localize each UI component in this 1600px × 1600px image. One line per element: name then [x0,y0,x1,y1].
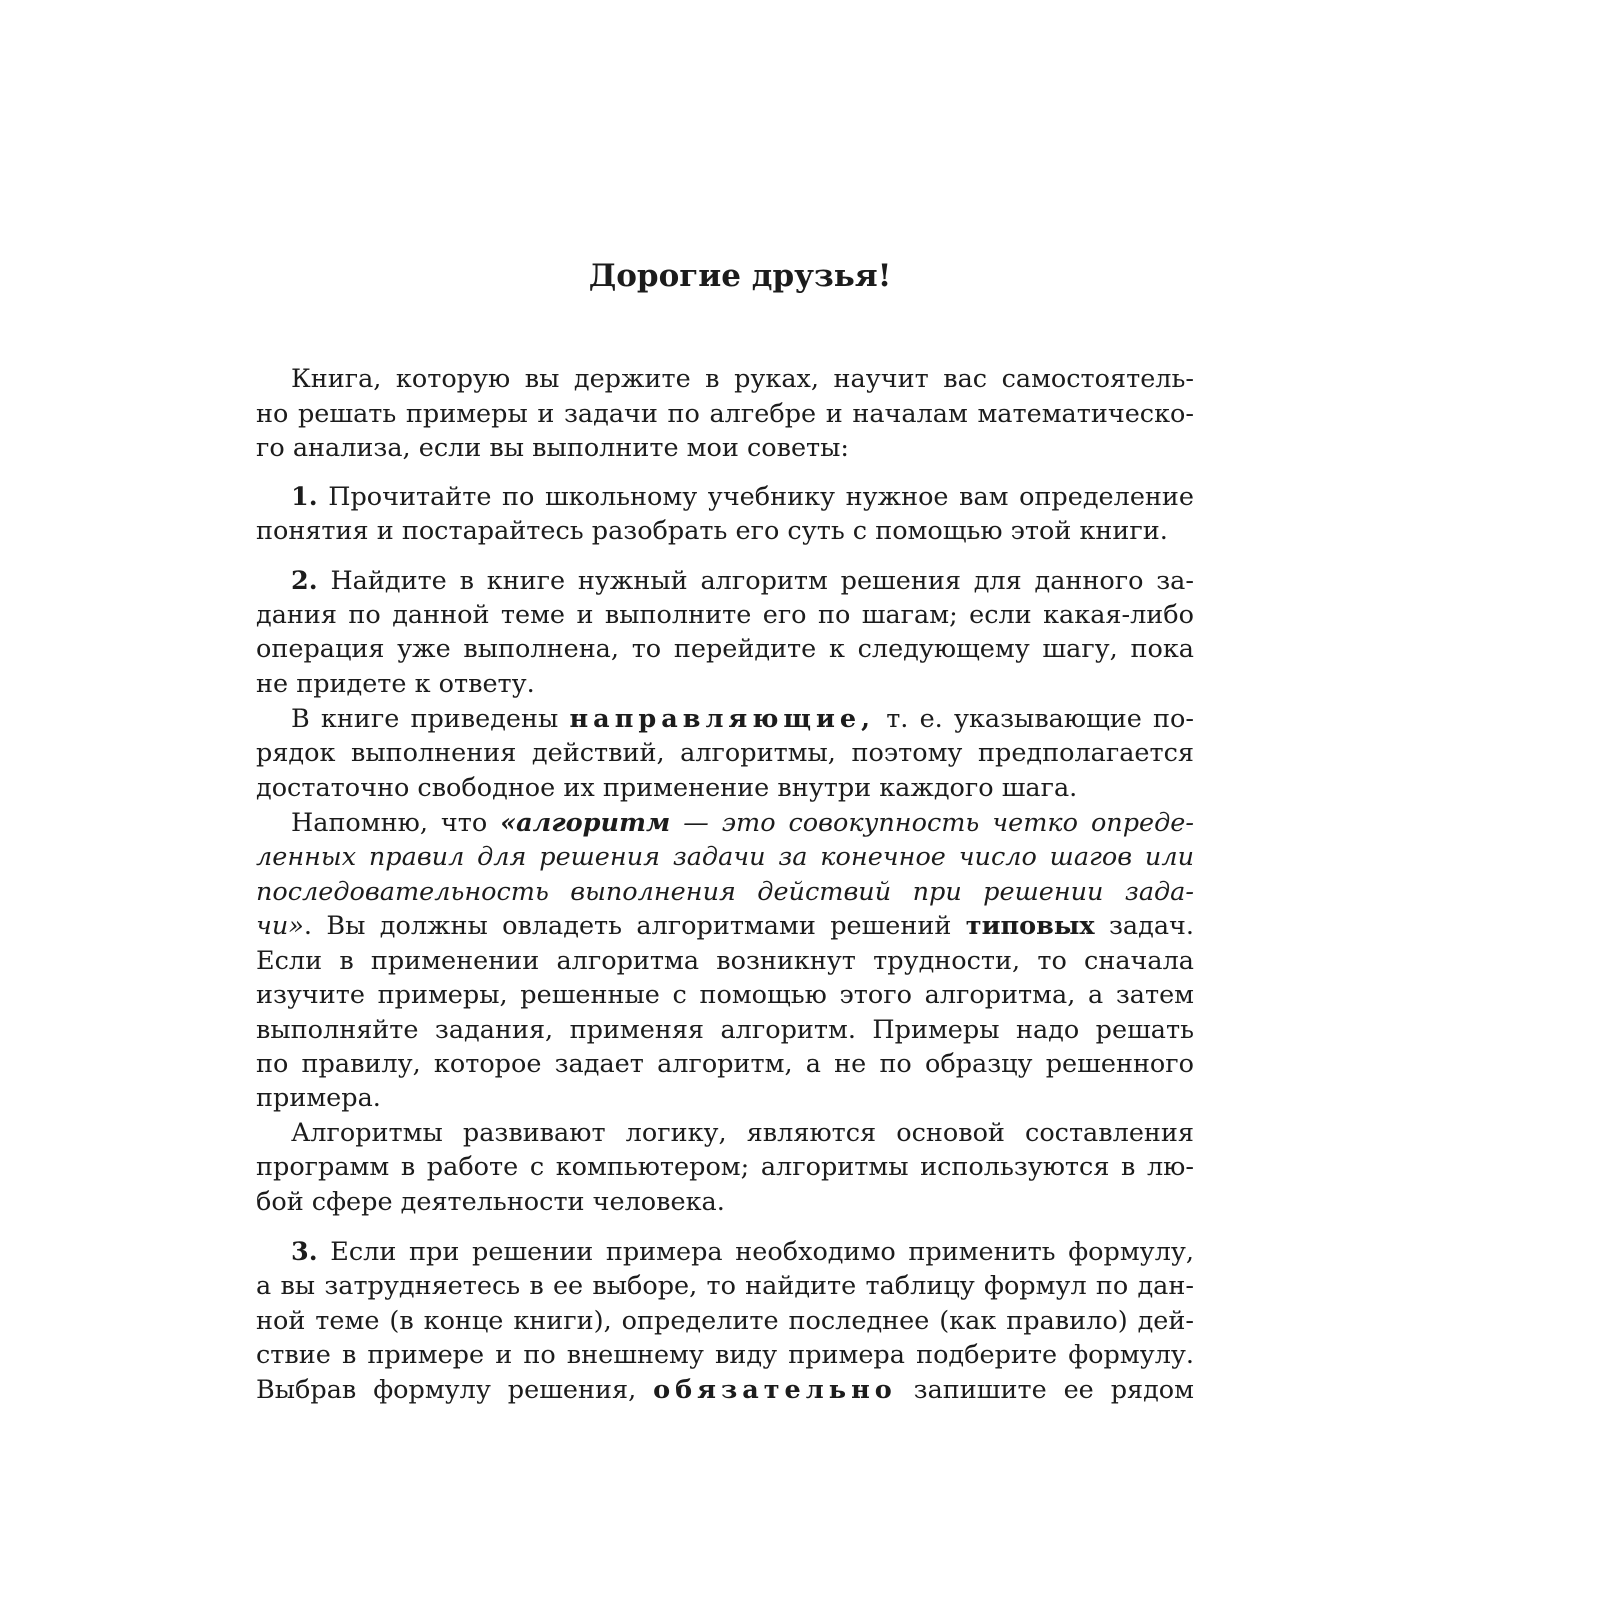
text-line: примера. [256,1083,381,1113]
definition-line [256,909,1194,943]
text-line: понятия и постарайтесь разобрать его суть с помощью этой книги. [256,516,1168,546]
guiding-line [291,702,1194,736]
text-span: . Вы должны овладеть алгоритмами решений [303,911,952,941]
text-line: Книга, которую вы держите в руках, научит вас самостоятель- [291,364,1194,394]
text-line: а вы затрудняетесь в ее выборе, то найдите таблицу формул по дан- [256,1271,1194,1301]
text-line: дания по данной теме и выполните его по шагам; если какая-либо [256,600,1194,630]
text-span: Напомню, что [291,808,488,838]
text-line: бой сфере деятельности человека. [256,1187,725,1217]
italic-line: ленных правил для решения задачи за конечное число шагов или [256,842,1194,872]
advice-number: 2. [291,566,318,596]
advice-3-line [256,1373,1194,1407]
bold-term: типовых [965,911,1095,941]
definition-line [291,806,1194,840]
italic-span: — это совокупность четко опреде- [683,808,1195,838]
text-line: рядок выполнения действий, алгоритмы, поэтому предполагается [256,738,1194,768]
text-span: т. е. указывающие по- [886,704,1195,734]
text-line: ной теме (в конце книги), определите последнее (как правило) дей- [256,1306,1194,1336]
text-span: Если при решении примера необходимо применить формулу, [330,1237,1194,1267]
text-span: запишите ее рядом [913,1375,1194,1405]
page-title: Дорогие друзья! [588,258,892,294]
text-line: но решать примеры и задачи по алгебре и началам математическо- [256,399,1194,429]
text-line: изучите примеры, решенные с помощью этого алгоритма, а затем [256,980,1194,1010]
text-span: Выбрав формулу решения, [256,1375,637,1405]
italic-line: последовательность выполнения действий при решении зада- [256,877,1194,907]
italic-span: чи» [256,911,304,941]
text-line: ствие в примере и по внешнему виду примера подберите формулу. [256,1340,1194,1370]
algorithm-term: «алгоритм [500,808,671,838]
advice-number: 1. [291,482,318,512]
spaced-emphasis: обязательно [653,1375,897,1405]
text-span: Найдите в книге нужный алгоритм решения для данного за- [330,566,1195,596]
advice-1-line [291,480,1194,514]
text-line: Если в применении алгоритма возникнут трудности, то сначала [256,946,1194,976]
text-span: В книге приведены [291,704,559,734]
advice-number: 3. [291,1237,318,1267]
text-line: по правилу, которое задает алгоритм, а не по образцу решенного [256,1049,1194,1079]
advice-2-line [291,564,1194,598]
text-line: не придете к ответу. [256,669,535,699]
spaced-emphasis: направляющие, [569,704,876,734]
text-line: программ в работе с компьютером; алгоритмы используются в лю- [256,1152,1194,1182]
text-span: задач. [1109,911,1194,941]
text-line: Алгоритмы развивают логику, являются основой составления [291,1118,1194,1148]
text-line: операция уже выполнена, то перейдите к следующему шагу, пока [256,634,1194,664]
text-line: выполняйте задания, применяя алгоритм. Примеры надо решать [256,1015,1194,1045]
text-line: го анализа, если вы выполните мои советы: [256,433,850,463]
text-span: Прочитайте по школьному учебнику нужное вам определение [328,482,1194,512]
text-line: достаточно свободное их применение внутри каждого шага. [256,773,1078,803]
advice-3-line [291,1235,1194,1269]
